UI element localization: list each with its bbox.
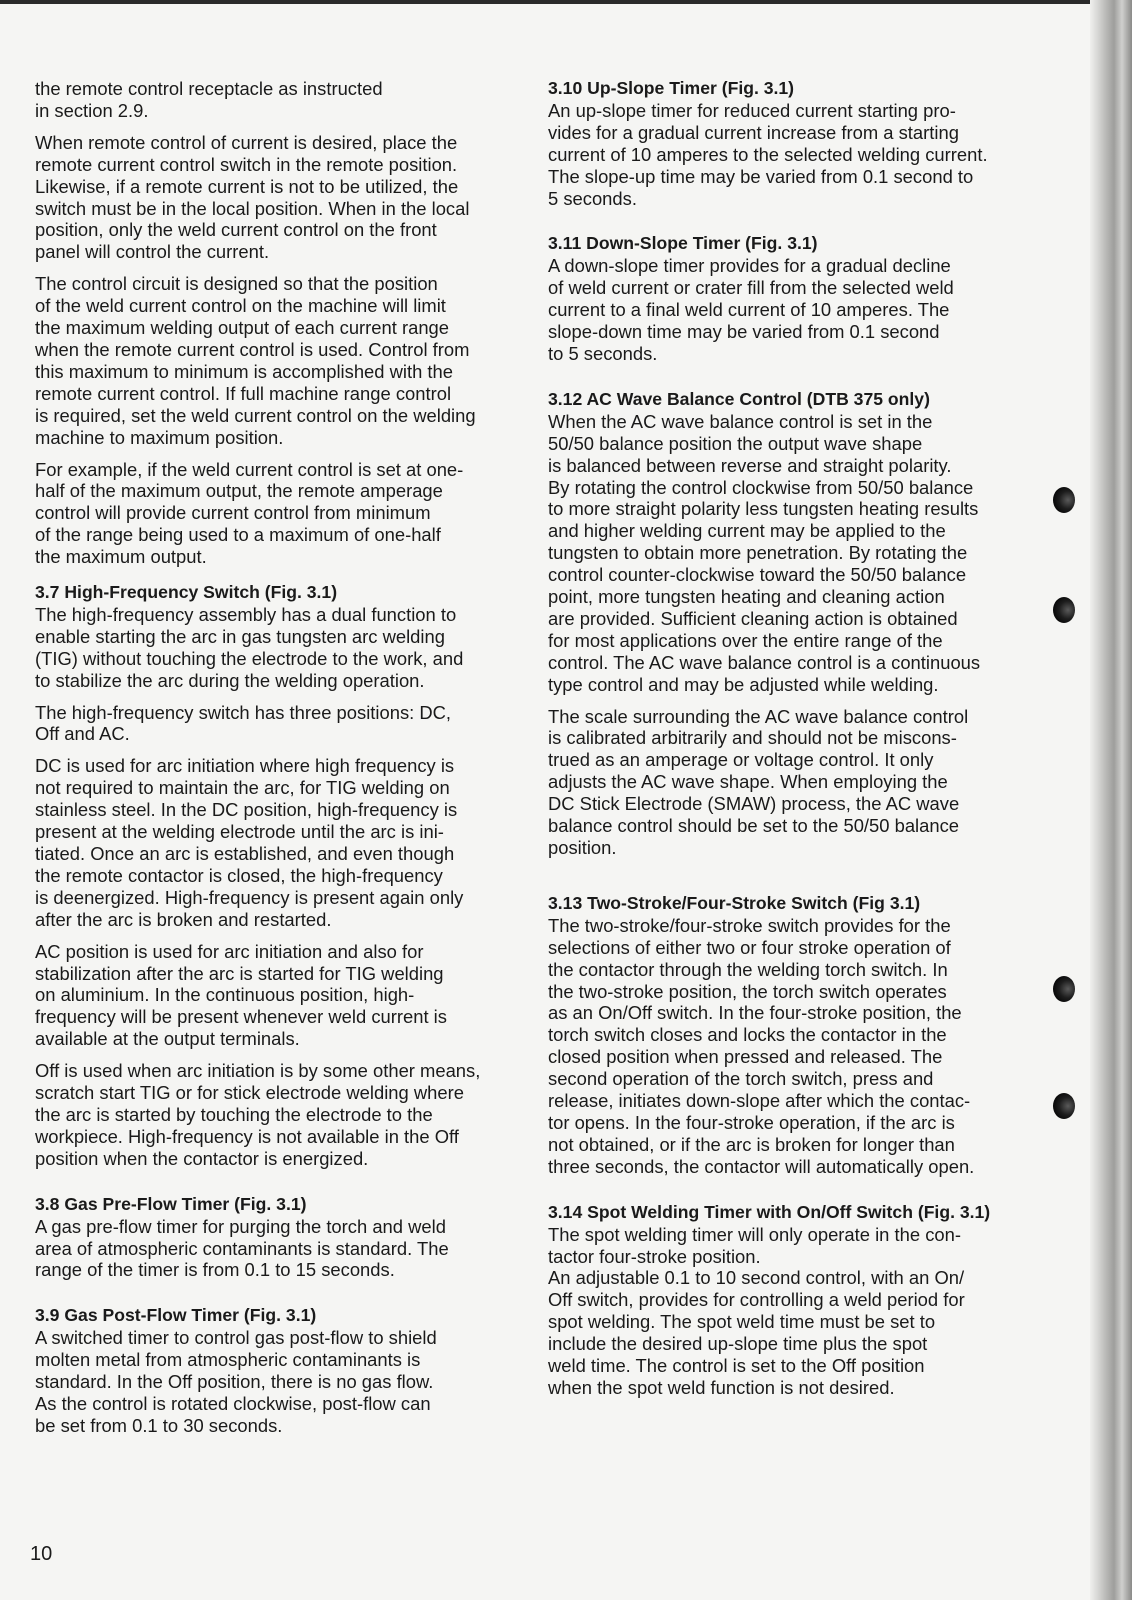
- section-3-8: [35, 1194, 525, 1282]
- section-3-13: [548, 893, 1038, 1178]
- paragraph: A switched timer to control gas post-flow to shield molten metal from atmospheric contaminants is standard. In the Off position, there is no gas flow. As the control is rotated clockwise, post-flow can be set from 0.1 to 30 seconds.: [35, 1327, 437, 1436]
- paragraph: An up-slope timer for reduced current starting pro- vides for a gradual current increase from a starting current of 10 amperes to the selected welding current. The slope-up time may be varied from 0.1 second to 5 seconds.: [548, 99, 988, 209]
- paragraph: For example, if the weld current control is set at one- half of the maximum output, the remote amperage control will provide current control from minimum of the range being used to a maximum of one-half the maximum output.: [35, 458, 464, 568]
- section-3-11: [548, 233, 1038, 364]
- section-3-9: [35, 1305, 525, 1436]
- section-heading: 3.13 Two-Stroke/Four-Stroke Switch (Fig 3.1): [548, 892, 921, 913]
- paragraph: Off is used when arc initiation is by some other means, scratch start TIG or for stick electrode welding where the arc is started by touching the electrode to the workpiece. High-frequency is not available in the Off position when the contactor is energized.: [35, 1060, 481, 1169]
- paragraph: A gas pre-flow timer for purging the torch and weld area of atmospheric contaminants is standard. The range of the timer is from 0.1 to 15 seconds.: [35, 1215, 449, 1281]
- page-binding-edge: [1090, 0, 1132, 1600]
- paragraph: When the AC wave balance control is set in the 50/50 balance position the output wave shape is balanced between reverse and straight polarity. By rotating the control clockwise from 50/50 balance to more straight polarity less tungsten heating results and higher welding current may be applied to the tungsten to obtain more penetration. By rotating the control counter-clockwise toward the 50/50 balance point, more tungsten heating and cleaning action are provided. Sufficient cleaning action is obtained for most applications over the entire range of the control. The AC wave balance control is a continuous type control and may be adjusted while welding.: [548, 410, 981, 695]
- paragraph: The two-stroke/four-stroke switch provides for the selections of either two or four stroke operation of the contactor through the welding torch switch. In the two-stroke position, the torch switch operates as an On/Off switch. In the four-stroke position, the torch switch closes and locks the contactor in the closed position when pressed and released. The second operation of the torch switch, press and release, initiates down-slope after which the contac- tor opens. In the four-stroke operation, if the arc is not obtained, or if the arc is broken for longer than three seconds, the contactor will automatically open.: [548, 914, 975, 1177]
- section-3-7: [35, 582, 525, 1170]
- top-edge-line: [0, 0, 1100, 4]
- section-3-10: [548, 78, 1038, 209]
- right-column: [548, 78, 1038, 1399]
- paragraph: The spot welding timer will only operate in the con- tactor four-stroke position. An adjustable 0.1 to 10 second control, with an On/ Off switch, provides for controlling a weld period for spot welding. The spot weld time must be set to include the desired up-slope time plus the spot weld time. The control is set to the Off position when the spot weld function is not desired.: [548, 1223, 965, 1398]
- section-heading: 3.12 AC Wave Balance Control (DTB 375 only): [548, 388, 930, 409]
- paragraph: DC is used for arc initiation where high frequency is not required to maintain the arc, for TIG welding on stainless steel. In the DC position, high-frequency is present at the welding electrode until the arc is ini- tiated. Once an arc is established, and even though the remote contactor is closed, the high-frequency is deenergized. High-frequency is present again only after the arc is broken and restarted.: [35, 755, 464, 930]
- punch-hole: [1053, 597, 1075, 623]
- section-3-14: [548, 1202, 1038, 1399]
- paragraph: The control circuit is designed so that the position of the weld current control on the machine will limit the maximum welding output of each current range when the remote current control is used. Control from this maximum to minimum is accomplished with the remote current control. If full machine range control is required, set the weld current control on the welding machine to maximum position.: [35, 273, 476, 448]
- section-heading: 3.7 High-Frequency Switch (Fig. 3.1): [35, 582, 338, 603]
- section-heading: 3.11 Down-Slope Timer (Fig. 3.1): [548, 233, 818, 254]
- paragraph: The scale surrounding the AC wave balance control is calibrated arbitrarily and should not be miscons- trued as an amperage or voltage control. It only adjusts the AC wave shape. When employing the DC Stick Electrode (SMAW) process, the AC wave balance control should be set to the 50/50 balance position.: [548, 705, 969, 858]
- punch-hole: [1053, 1093, 1075, 1119]
- section-3-12: [548, 389, 1038, 859]
- section-heading: 3.10 Up-Slope Timer (Fig. 3.1): [548, 78, 795, 98]
- section-heading: 3.9 Gas Post-Flow Timer (Fig. 3.1): [35, 1305, 317, 1326]
- paragraph: AC position is used for arc initiation and also for stabilization after the arc is started for TIG welding on aluminium. In the continuous position, high- frequency will be present whenever weld current is available at the output terminals.: [35, 940, 447, 1050]
- paragraph: the remote control receptacle as instructed in section 2.9.: [35, 78, 383, 121]
- paragraph: The high-frequency switch has three positions: DC, Off and AC.: [35, 701, 452, 745]
- paragraph: The high-frequency assembly has a dual function to enable starting the arc in gas tungsten arc welding (TIG) without touching the electrode to the work, and to stabilize the arc during the welding operation.: [35, 603, 464, 691]
- punch-hole: [1053, 976, 1075, 1002]
- paragraph: A down-slope timer provides for a gradual decline of weld current or crater fill from the selected weld current to a final weld current of 10 amperes. The slope-down time may be varied from 0.1 second to 5 seconds.: [548, 255, 954, 364]
- section-heading: 3.14 Spot Welding Timer with On/Off Switch (Fig. 3.1): [548, 1201, 991, 1222]
- paragraph: When remote control of current is desired, place the remote current control switch in the remote position. Likewise, if a remote current is not to be utilized, the switch must be in the local position. When in the local position, only the weld current control on the front panel will control the current.: [35, 131, 470, 263]
- punch-hole: [1053, 487, 1075, 513]
- page-number: 10: [30, 1543, 53, 1565]
- left-column: [35, 78, 525, 1437]
- section-heading: 3.8 Gas Pre-Flow Timer (Fig. 3.1): [35, 1193, 307, 1214]
